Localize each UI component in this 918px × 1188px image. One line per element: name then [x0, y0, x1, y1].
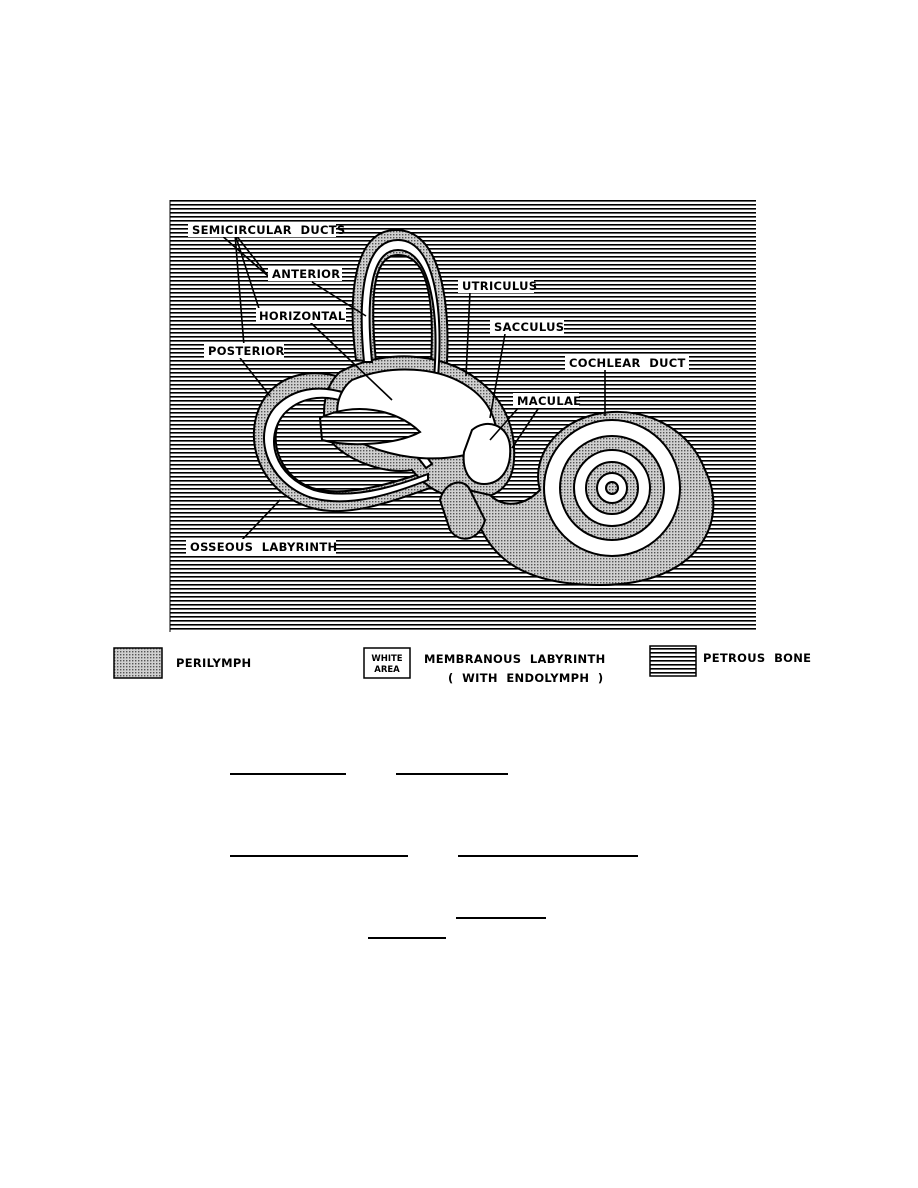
- label-sacculus: SACCULUS: [494, 320, 565, 334]
- petrous-bone-swatch: [650, 646, 696, 676]
- label-anterior: ANTERIOR: [272, 267, 341, 281]
- answer-blank-1[interactable]: [230, 773, 346, 775]
- legend-perilymph: PERILYMPH: [176, 656, 252, 670]
- answer-blank-5[interactable]: [456, 917, 546, 919]
- label-semicircular-ducts: SEMICIRCULAR DUCTS: [192, 223, 346, 237]
- label-utriculus: UTRICULUS: [462, 279, 538, 293]
- perilymph-swatch: [114, 648, 162, 678]
- legend-membranous-labyrinth: MEMBRANOUS LABYRINTH: [424, 652, 606, 666]
- white-area-line1: WHITE: [371, 654, 403, 664]
- label-horizontal: HORIZONTAL: [259, 309, 346, 323]
- answer-blank-6[interactable]: [368, 937, 446, 939]
- label-posterior: POSTERIOR: [208, 344, 285, 358]
- legend-petrous-bone: PETROUS BONE: [703, 651, 812, 665]
- answer-blank-3[interactable]: [230, 855, 408, 857]
- answer-blank-2[interactable]: [396, 773, 508, 775]
- label-osseous-labyrinth: OSSEOUS LABYRINTH: [190, 540, 338, 554]
- legend-with-endolymph: ( WITH ENDOLYMPH ): [448, 671, 604, 685]
- answer-blank-4[interactable]: [458, 855, 638, 857]
- label-cochlear-duct: COCHLEAR DUCT: [569, 356, 686, 370]
- label-maculae: MACULAE: [517, 394, 582, 408]
- white-area-line2: AREA: [374, 665, 400, 675]
